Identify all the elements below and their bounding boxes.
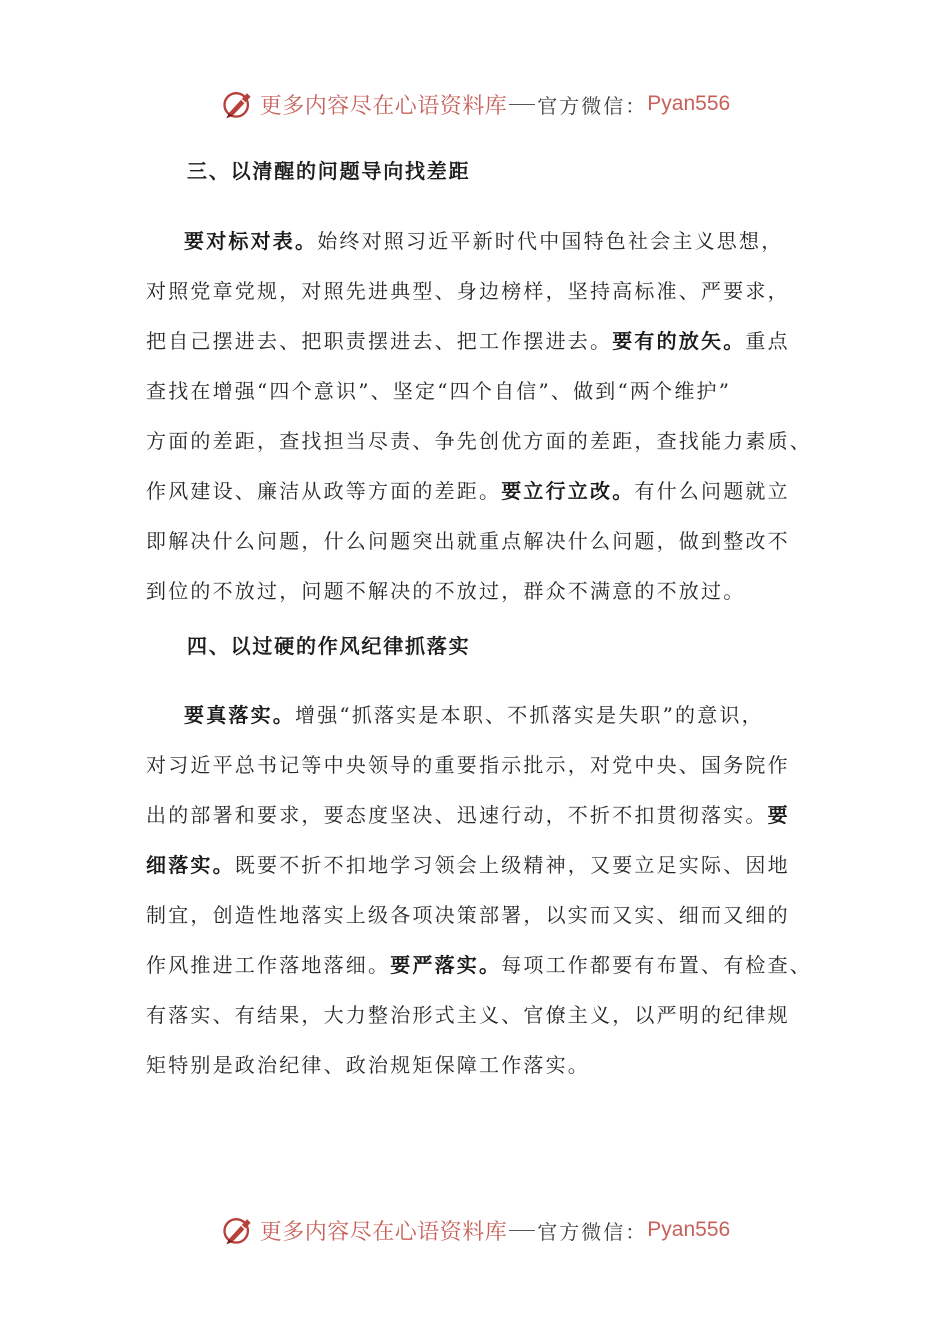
text-line — [146, 840, 818, 890]
pen-logo-icon — [220, 1212, 256, 1248]
footer-banner — [0, 1208, 950, 1252]
banner-wechat-id: Pyan556 — [647, 92, 731, 115]
keyword-phrase: 细落实。 — [146, 853, 235, 877]
text-segment: 始终对照习近平新时代中国特色社会主义思想， — [317, 229, 784, 253]
text-segment: 把自己摆进去、把职责摆进去、把工作摆进去。 — [146, 329, 613, 353]
keyword-phrase: 要立行立改。 — [501, 479, 635, 503]
section-heading-3: 三、以清醒的问题导向找差距 — [187, 159, 471, 183]
text-segment: 有落实、有结果，大力整治形式主义、官僚主义，以严明的纪律规 — [146, 1003, 790, 1027]
text-segment: 有什么问题就立 — [634, 479, 790, 503]
header-banner — [0, 82, 950, 126]
text-segment: 重点 — [745, 329, 790, 353]
text-line — [146, 466, 818, 516]
keyword-phrase: 要严落实。 — [390, 953, 502, 977]
text-line — [146, 366, 818, 416]
text-segment: 即解决什么问题，什么问题突出就重点解决什么问题，做到整改不 — [146, 529, 790, 553]
keyword-phrase: 要有的放矢。 — [612, 329, 746, 353]
text-line — [146, 740, 818, 790]
text-line — [146, 216, 818, 266]
text-segment: 方面的差距，查找担当尽责、争先创优方面的差距，查找能力素质、 — [146, 429, 812, 453]
section-4-paragraph — [146, 690, 818, 1090]
banner-wechat-label: 官方微信： — [537, 93, 648, 118]
text-line — [146, 566, 818, 616]
text-line — [146, 940, 818, 990]
text-line — [146, 690, 818, 740]
text-segment: 到位的不放过，问题不解决的不放过，群众不满意的不放过。 — [146, 579, 746, 603]
banner-wechat-label: 官方微信： — [537, 1219, 648, 1244]
text-segment: 制宜，创造性地落实上级各项决策部署，以实而又实、细而又细的 — [146, 903, 790, 927]
keyword-phrase: 要对标对表。 — [184, 229, 318, 253]
text-segment: 出的部署和要求，要态度坚决、迅速行动，不折不扣贯彻落实。 — [146, 803, 768, 827]
text-segment: 查找在增强“四个意识”、坚定“四个自信”、做到“两个维护” — [146, 379, 732, 403]
text-segment: 对习近平总书记等中央领导的重要指示批示，对党中央、国务院作 — [146, 753, 790, 777]
section-3-paragraph — [146, 216, 818, 616]
keyword-phrase: 要 — [767, 803, 790, 827]
banner-main-text: 更多内容尽在心语资料库 — [259, 1219, 508, 1245]
text-line — [146, 790, 818, 840]
banner-dash — [509, 104, 535, 105]
banner-dash — [509, 1230, 535, 1231]
pen-logo-icon — [220, 86, 256, 122]
text-line — [146, 416, 818, 466]
text-line — [146, 1040, 818, 1090]
text-line — [146, 516, 818, 566]
banner-wechat-id: Pyan556 — [647, 1218, 731, 1241]
text-line — [146, 990, 818, 1040]
section-heading-4: 四、以过硬的作风纪律抓落实 — [187, 634, 471, 658]
text-segment: 作风推进工作落地落细。 — [146, 953, 391, 977]
text-segment: 每项工作都要有布置、有检查、 — [501, 953, 813, 977]
text-segment: 矩特别是政治纪律、政治规矩保障工作落实。 — [146, 1053, 590, 1077]
text-line — [146, 316, 818, 366]
text-segment: 既要不折不扣地学习领会上级精神，又要立足实际、因地 — [234, 853, 790, 877]
banner-main-text: 更多内容尽在心语资料库 — [259, 93, 508, 119]
text-line — [146, 890, 818, 940]
text-segment: 增强“抓落实是本职、不抓落实是失职”的意识， — [295, 703, 764, 727]
keyword-phrase: 要真落实。 — [184, 703, 295, 727]
text-line — [146, 266, 818, 316]
text-segment: 作风建设、廉洁从政等方面的差距。 — [146, 479, 502, 503]
text-segment: 对照党章党规，对照先进典型、身边榜样，坚持高标准、严要求， — [146, 279, 790, 303]
